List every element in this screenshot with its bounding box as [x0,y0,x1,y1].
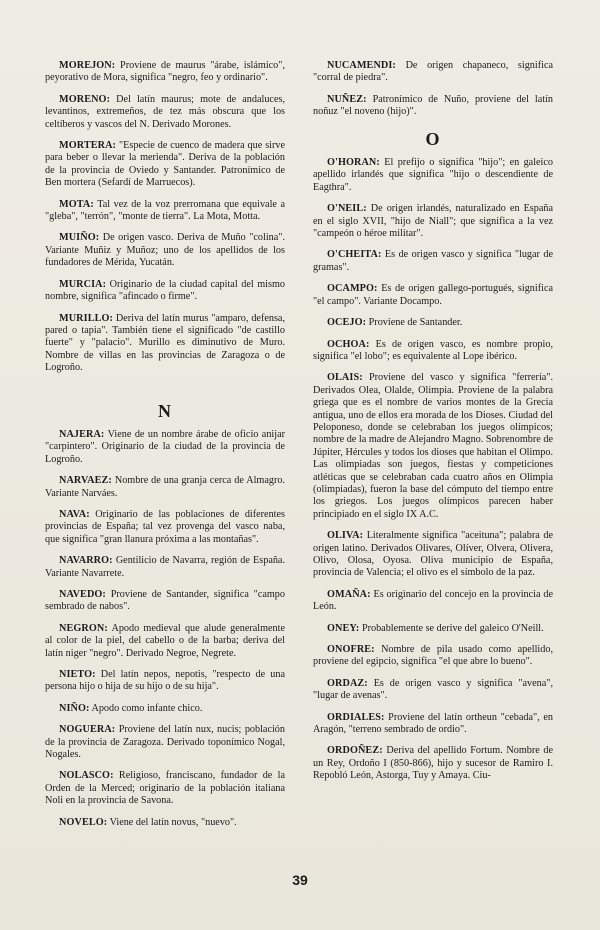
surname-heading: MURCIA: [59,278,107,290]
surname-definition: Del latín maurus; mote de andaluces, levantinos, extremeños, de tez más obscura que los celtíberos y vascos del N. Derivado Morones. [45,93,285,130]
entries-o-group [313,157,553,783]
surname-heading: O'CHEITA: [327,249,382,261]
surname-entry [313,60,553,85]
surname-definition: Apodo medieval que alude generalmente al color de la piel, del cabello o de la barba; deriva del latín niger "negro". Derivado Negroe, Negrete. [45,622,285,659]
surname-definition: Proviene del latín nux, nucis; población de la provincia de Zaragoza. Derivado toponímico Nogal, Nogales. [45,724,285,761]
surname-heading: O'NEIL: [327,203,367,215]
surname-heading: NEGRON: [59,622,108,634]
surname-entry [45,669,285,694]
surname-heading: ONEY: [327,622,360,634]
surname-definition: Apodo como infante chico. [89,702,203,714]
surname-entry [45,724,285,761]
surname-definition: De origen chapaneco, significa "corral de piedra". [313,60,553,84]
surname-heading: MURILLO: [59,312,114,324]
surname-heading: OLIVA: [327,530,364,542]
surname-entry [45,475,285,500]
surname-entry [45,703,285,715]
surname-heading: OCAMPO: [327,283,378,295]
surname-entry [45,140,285,190]
surname-entry [313,372,553,521]
surname-entry [45,94,285,131]
surname-definition: Patronímico de Nuño, proviene del latín noñuz "el noveno (hijo)". [313,93,553,118]
surname-definition: Viene de un nombre árabe de oficio anijar "carpintero". Originario de la ciudad de la provincia de Logroño. [45,428,285,465]
page-number: 39 [292,872,308,888]
surname-entry [313,589,553,614]
surname-entry [313,644,553,669]
surname-heading: OLAIS: [327,372,363,384]
surname-heading: MOREJON: [59,60,116,71]
surname-heading: NAVEDO: [59,589,106,600]
surname-heading: NIETO: [59,669,96,681]
left-column [45,60,285,838]
surname-definition: Originario de la ciudad capital del mismo nombre, significa "afincado o firme". [45,278,285,303]
surname-heading: MORTERA: [59,140,117,152]
surname-heading: NOLASCO: [59,770,114,782]
surname-definition: De origen irlandés, naturalizado en España en el siglo XVII, "hijo de Niall"; que significa a la vez "campeón o héroe militar". [313,203,553,240]
section-letter-n: N [158,400,172,421]
surname-entry [45,429,285,466]
surname-entry [313,339,553,364]
entries-m-group [45,60,285,375]
surname-heading: NAVARRO: [59,555,113,567]
surname-heading: ORDIALES: [327,711,385,723]
surname-heading: NIÑO: [59,702,90,714]
surname-definition: De origen vasco. Deriva de Muño "colina". Variante Muñiz y Muñoz; uno de los apellidos de los fundadores de Mérida, Yucatán. [45,232,285,269]
surname-definition: Tal vez de la voz prerromana que equivale a "gleba", "terrón", "monte de tierra". La Mota, Motta. [45,198,285,223]
surname-heading: NUCAMENDI: [327,60,396,71]
surname-entry [313,530,553,580]
surname-heading: OCEJO: [327,317,367,329]
surname-entry [45,232,285,269]
surname-entry [313,94,553,119]
surname-entry [45,589,285,614]
surname-heading: NAJERA: [59,428,105,440]
surname-definition: Viene del latín novus, "nuevo". [107,816,237,828]
surname-entry [45,279,285,304]
surname-definition: Probablemente se derive del galeico O'Neill. [359,622,544,634]
surname-entry [45,199,285,224]
surname-entry [313,317,553,329]
surname-definition: Deriva del apellido Fortum. Nombre de un Rey, Ordoño I (850-866), hijo y sucesor de Ramiro I. Repobló León, Astorga, Tuy y Amaya. Ciu- [313,745,553,782]
surname-heading: NOVELO: [59,816,108,828]
surname-definition: Es de origen vasco y significa "lugar de gramas". [313,249,553,273]
surname-definition: Es de origen vasco y significa "avena", "lugar de avenas". [313,677,553,702]
surname-heading: MORENO: [59,93,111,105]
surname-entry [313,249,553,274]
section-letter-o: O [425,128,441,149]
surname-definition: Proviene de Santander. [366,317,463,329]
right-column [313,60,553,792]
surname-definition: Es originario del concejo en la provincia de León. [313,588,553,613]
surname-definition: Nombre de una granja cerca de Almagro. Variante Narváes. [45,475,285,499]
surname-definition: Proviene de maurus "árabe, islámico", peyorativo de Mora, significa "negro, feo y ordinario". [45,60,285,84]
surname-definition: Proviene del latín ortheun "cebada", en Aragón, "terreno sembrado de ordio". [313,711,553,736]
surname-heading: NOGUERA: [59,724,116,736]
surname-definition: Literalmente significa "aceituna"; palabra de origen latino. Derivados Olivares, Olíver, Olvera, Olivera, Olivo, Olosa, Oyosa. Oliva municipio de España, provincia de Valencia; el olivo es el símbolo de la paz. [313,530,553,579]
surname-heading: ORDAZ: [327,677,368,689]
surname-definition: Proviene del vasco y significa "ferrería". Derivados Olea, Olalde, Olimpia. Proviene de la palabra griega que es el nombre de varios montes de la Grecia antigua, uno de ellos era morada de los Dioses. Ciudad del Peloponeso, donde se celebraban los juegos olímpicos; nombre de la madre de Alejandro Magno. Sobrenombre de Júpiter, Hércules y todos los dioses que habitan el Olimpo. Las olimpiadas son juegos, fiestas y competiciones atléticas que se celebraban cada cuatro años en Olimpia (olimpiadas), fueron la base del cómputo del tiempo entre los griegos. Los juegos olímpicos parecen haber principiado en el siglo IX A.C. [313,372,553,520]
surname-entry [313,712,553,737]
surname-heading: MOTA: [59,198,94,210]
surname-definition: Es de origen vasco, es nombre propio, significa "el lobo"; es equivalente al Lope ibérico. [313,338,553,362]
surname-entry [45,60,285,85]
surname-definition: Originario de las poblaciones de diferentes provincias de España; tal vez provenga del vasco naba, que significa "gran llanura próxima a las montañas". [45,508,285,545]
surname-heading: OMAÑA: [327,588,371,600]
surname-entry [313,157,553,194]
surname-entry [45,509,285,546]
surname-heading: ONOFRE: [327,644,375,656]
surname-heading: NAVA: [59,508,90,520]
surname-definition: El prefijo o significa "hijo"; en galeico apellido irlandés que significa "hijo o descendiente de Eagthra". [313,157,553,193]
surname-heading: ORDOÑEZ: [327,745,383,757]
surname-entry [45,555,285,580]
entries-n-continued-group [313,60,553,119]
surname-definition: Del latín nepos, nepotis, "respecto de una persona hijo o hija de su hijo o de su hija". [45,669,285,693]
surname-entry [45,770,285,807]
entries-n-group [45,429,285,829]
surname-definition: Nombre de pila usado como apellido, proviene del egipcio, significa "el que abre lo bueno". [313,644,553,668]
surname-heading: O'HORAN: [327,157,380,169]
surname-entry [313,623,553,635]
surname-heading: OCHOA: [327,338,370,350]
surname-entry [45,313,285,375]
surname-heading: NARVAEZ: [59,475,112,487]
surname-entry [313,678,553,703]
surname-definition: Religioso, franciscano, fundador de la Orden de la Merced; originario de la población italiana Noli en la provincia de Savona. [45,770,285,807]
surname-heading: NUÑEZ: [327,93,367,105]
surname-heading: MUIÑO: [59,232,100,244]
surname-entry [313,283,553,308]
surname-entry [313,745,553,782]
surname-definition: Gentilicio de Navarra, región de España. Variante Navarrete. [45,555,285,579]
surname-definition: Deriva del latín murus "amparo, defensa, pared o tapia". También tiene el significado "de castillo fuerte" y "palacio". Murillo es diminutivo de Muro. Nombre de villas en las provincias de Zaragoza o de Logroño. [45,312,285,374]
surname-entry [313,203,553,240]
surname-definition: Es de origen gallego-portugués, significa "el campo". Variante Docampo. [313,283,553,307]
surname-entry [45,817,285,829]
surname-definition: Proviene de Santander, significa "campo sembrado de nabos". [45,589,285,613]
surname-entry [45,623,285,660]
surname-definition: "Especie de cuenco de madera que sirve para beber o llevar la merienda". Deriva de la población de la provincia de Oviedo y Santander. Patronímico de Ben mortera (Sefardí de Marruecos). [45,140,285,189]
